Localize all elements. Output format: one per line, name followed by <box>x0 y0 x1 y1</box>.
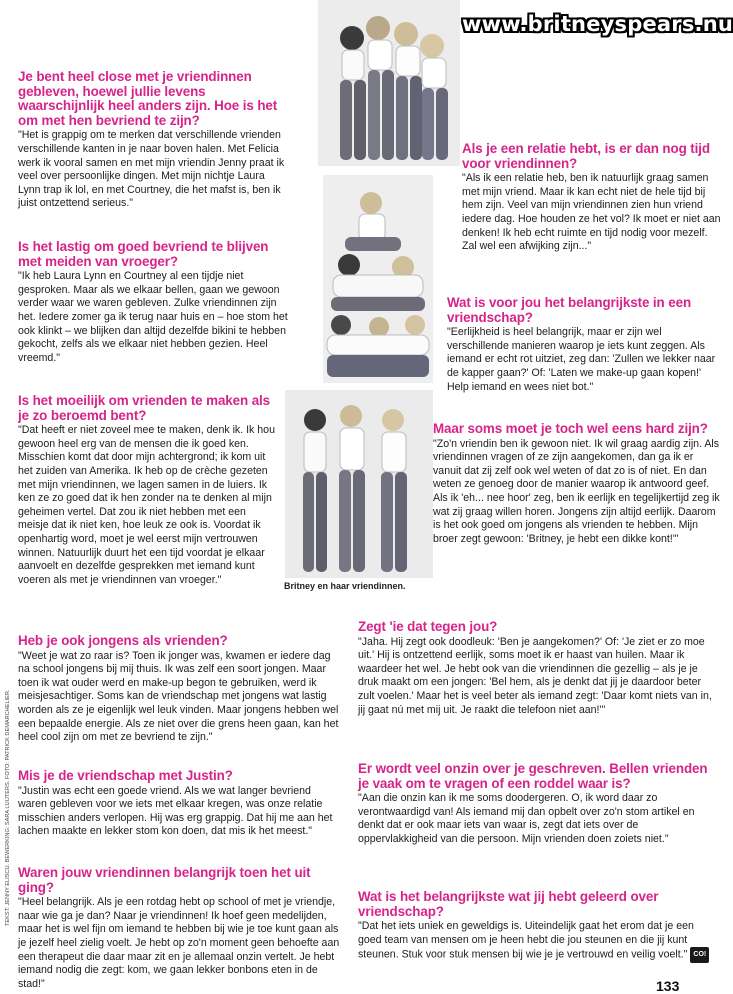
answer-text: "Weet je wat zo raar is? Toen ik jonger was, kwamen er iedere dag na school jongens bij mij thuis. Ik was zelf een soort jongen. Maar toen ik wat ouder werd en make-up begon te gebruiken, werd ik meisjesachtiger. Soms kan de vriendschap met jongens wat lastig worden als ze je eigenlijk wel leuk vinden. Maar jongens hebben wel een bepaalde energie. Als ze niet over die grens heen gaan, kan het heel cool zijn om met ze bevriend te zijn." <box>18 649 339 744</box>
answer-text: "Als ik een relatie heb, ben ik natuurlijk graag samen met mijn vriend. Maar ik kan echt niet de hele tijd bij hem zijn. Veel van mijn vriendinnen zien hun vriend iedere dag. Hoe houden ze het vol? Ik moet er niet aan denken! Ik heb echt ruimte en tijd nodig voor mezelf. Zal wel een afwijking zijn..." <box>462 172 721 253</box>
photo-top-figures <box>318 0 460 166</box>
qa-block-8 <box>447 296 721 394</box>
answer-text: "Justin was echt een goede vriend. Als we wat langer bevriend waren gebleven voor we iets met elkaar kregen, was onze relatie misschien anders verlopen. Hij was erg grappig. Dat hij me aan het lachen maakte en lekker stom kon doen, dat mis ik het meest." <box>18 784 333 838</box>
question-heading: Er wordt veel onzin over je geschreven. Bellen vrienden je vaak om te vragen of een roddel waar is? <box>358 761 708 791</box>
answer-text: "Jaha. Hij zegt ook doodleuk: 'Ben je aangekomen?' Of: 'Je ziet er zo moe uit.' Hij is ontzettend eerlijk, soms moet ik er haast van huilen. Maar ik waardeer het wel. Je hebt ook van die vriendinnen die gezellig – als je je druk maakt om een jongen: 'Bel hem, als je denkt dat jij je daardoor beter zult voelen.' Maar het is veel beter als iemand zegt: 'Daar komt niets van in, jij gaat nú met mij uit. Je raakt die telefoon niet aan!'" <box>358 635 712 716</box>
photo-top <box>318 0 460 166</box>
question-heading: Waren jouw vriendinnen belangrijk toen het uit ging? <box>18 865 311 895</box>
qa-block-2 <box>18 240 290 365</box>
question-heading: Mis je de vriendschap met Justin? <box>18 768 233 783</box>
qa-block-12 <box>358 890 720 963</box>
question-heading: Je bent heel close met je vriendinnen gebleven, hoewel jullie levens waarschijnlijk heel anders zijn. Hoe is het om met hen bevriend te zijn? <box>18 69 278 128</box>
question-heading: Maar soms moet je toch wel eens hard zijn? <box>433 421 708 436</box>
question-heading: Wat is het belangrijkste wat jij hebt geleerd over vriendschap? <box>358 889 659 919</box>
question-heading: Zegt 'ie dat tegen jou? <box>358 619 498 634</box>
qa-block-11 <box>358 762 720 847</box>
answer-text: "Dat heeft er niet zoveel mee te maken, denk ik. Ik hou gewoon heel erg van de mensen die ik goed ken. Misschien komt dat door mijn achtergrond; ik kom uit het zuiden van Amerika. Ik heb op de crèche gezeten met mijn vriendinnen, we lagen samen in de luiers. Ik ken ze zo goed dat ik hen zonder na te denken al mijn geheimen vertel. Dat zou ik niet hebben met een meisje dat ik niet ken, hoe leuk ze ook is. Voordat ik openhartig word, moet je wel eerst mijn vertrouwen winnen. Natuurlijk duurt het een tijd voordat je elkaar aanvoelt en dezelfde gesprekken met iemand kunt voeren als met je vriendinnen van vroeger." <box>18 424 275 586</box>
qa-block-9 <box>433 422 723 546</box>
end-logo: CO! <box>690 947 709 963</box>
photo-caption: Britney en haar vriendinnen. <box>284 581 406 591</box>
photo-middle <box>323 175 433 383</box>
answer-text: "Dat het iets uniek en geweldigs is. Uiteindelijk gaat het erom dat je een goed team van mensen om je heen hebt die jou steunen en die jij kunt steunen. Stuk voor stuk mensen bij wie je je vertrouwd en veilig voelt." <box>358 920 694 961</box>
question-heading: Als je een relatie hebt, is er dan nog tijd voor vriendinnen? <box>462 141 710 171</box>
photo-bottom-figures <box>285 390 433 578</box>
qa-block-4 <box>18 634 340 745</box>
answer-text: "Ik heb Laura Lynn en Courtney al een tijdje niet gesproken. Maar als we elkaar bellen, gaan we gewoon verder waar we waren gebleven. Zulke vriendinnen zijn het. Iedere zomer ga ik terug naar huis en – hoe stom het ook klinkt – we blijken dan altijd dezelfde bikini te hebben gekocht, zelfs als we elkaar niet hebben gezien. Heel vreemd." <box>18 270 288 364</box>
qa-block-3 <box>18 394 284 587</box>
photo-middle-pyramid <box>323 175 433 383</box>
answer-text: "Het is grappig om te merken dat verschillende vrienden verschillende kanten in je naar boven halen. Met Felicia werk ik vooral samen en met mijn vriendin Jenny praat ik veel over persoonlijke dingen. Met mijn nichtje Laura Lynn trap ik lol, en met Courtney, die het mafst is, ben ik juist ontzettend serieus." <box>18 129 285 210</box>
answer-text: "Aan die onzin kan ik me soms doodergeren. O, ik word daar zo verontwaardigd van! Als iemand mij dan opbelt over zo'n stom artikel en denkt dat er ook maar iets van waar is, zegt dat iets over de oppervlakkigheid van die persoon. Mijn vrienden doen zoiets niet." <box>358 792 695 845</box>
answer-text: "Heel belangrijk. Als je een rotdag hebt op school of met je vriendje, naar wie ga je dan? Naar je vriendinnen! Ik hoef geen medelijden, maar het is wel fijn om iemand te hebben bij wie je toe kunt gaan als je jezelf heel zielig voelt. Je hebt op zo'n moment geen behoefte aan een therapeut die daar maar zit en je allemaal onzin vertelt. Je hebt iemand nodig die zegt: kom, we gaan lekker bonbons eten in de stad!" <box>18 896 340 990</box>
qa-block-1 <box>18 70 290 211</box>
answer-text: "Eerlijkheid is heel belangrijk, maar er zijn wel verschillende manieren waarop je iets kunt zeggen. Als iemand er echt rot uitziet, zeg dan: 'Zullen we lekker naar de kapper gaan?' Of: 'Laten we make-up gaan kopen!' Help iemand en wees niet bot." <box>447 326 716 393</box>
qa-block-10 <box>358 620 720 717</box>
qa-block-7 <box>462 142 724 254</box>
watermark: www.britneyspears.nu <box>462 12 733 36</box>
qa-block-5 <box>18 769 340 839</box>
answer-text: "Zo'n vriendin ben ik gewoon niet. Ik wil graag aardig zijn. Als vriendinnen vragen of ze zijn aangekomen, dan ga ik er vanuit dat zij zelf ook wel weten of dat zo is of niet. En dan weten ze genoeg door de manier waarop ik antwoord geef. Als ik 'eh... nee hoor' zeg, ben ik eerlijk en tegelijkertijd zeg ik wat zij graag willen horen. Jongens zijn altijd eerlijk. Daarom is het ook goed om jongens als vrienden te hebben. Mijn broer zegt gewoon: 'Britney, je hebt een dikke kont!'" <box>433 437 720 545</box>
question-heading: Heb je ook jongens als vrienden? <box>18 633 228 648</box>
credits: TEKST: JENNY ELISCU. BEWERKING: SARA LUIJTERS. FOTO: PATRICK DEMARCHELIER. <box>5 689 11 926</box>
question-heading: Is het lastig om goed bevriend te blijven met meiden van vroeger? <box>18 239 269 269</box>
photo-bottom <box>285 390 433 578</box>
question-heading: Wat is voor jou het belangrijkste in een vriendschap? <box>447 295 692 325</box>
qa-block-6 <box>18 865 340 990</box>
question-heading: Is het moeilijk om vrienden te maken als je zo beroemd bent? <box>18 393 271 423</box>
page-number: 133 <box>656 978 680 994</box>
